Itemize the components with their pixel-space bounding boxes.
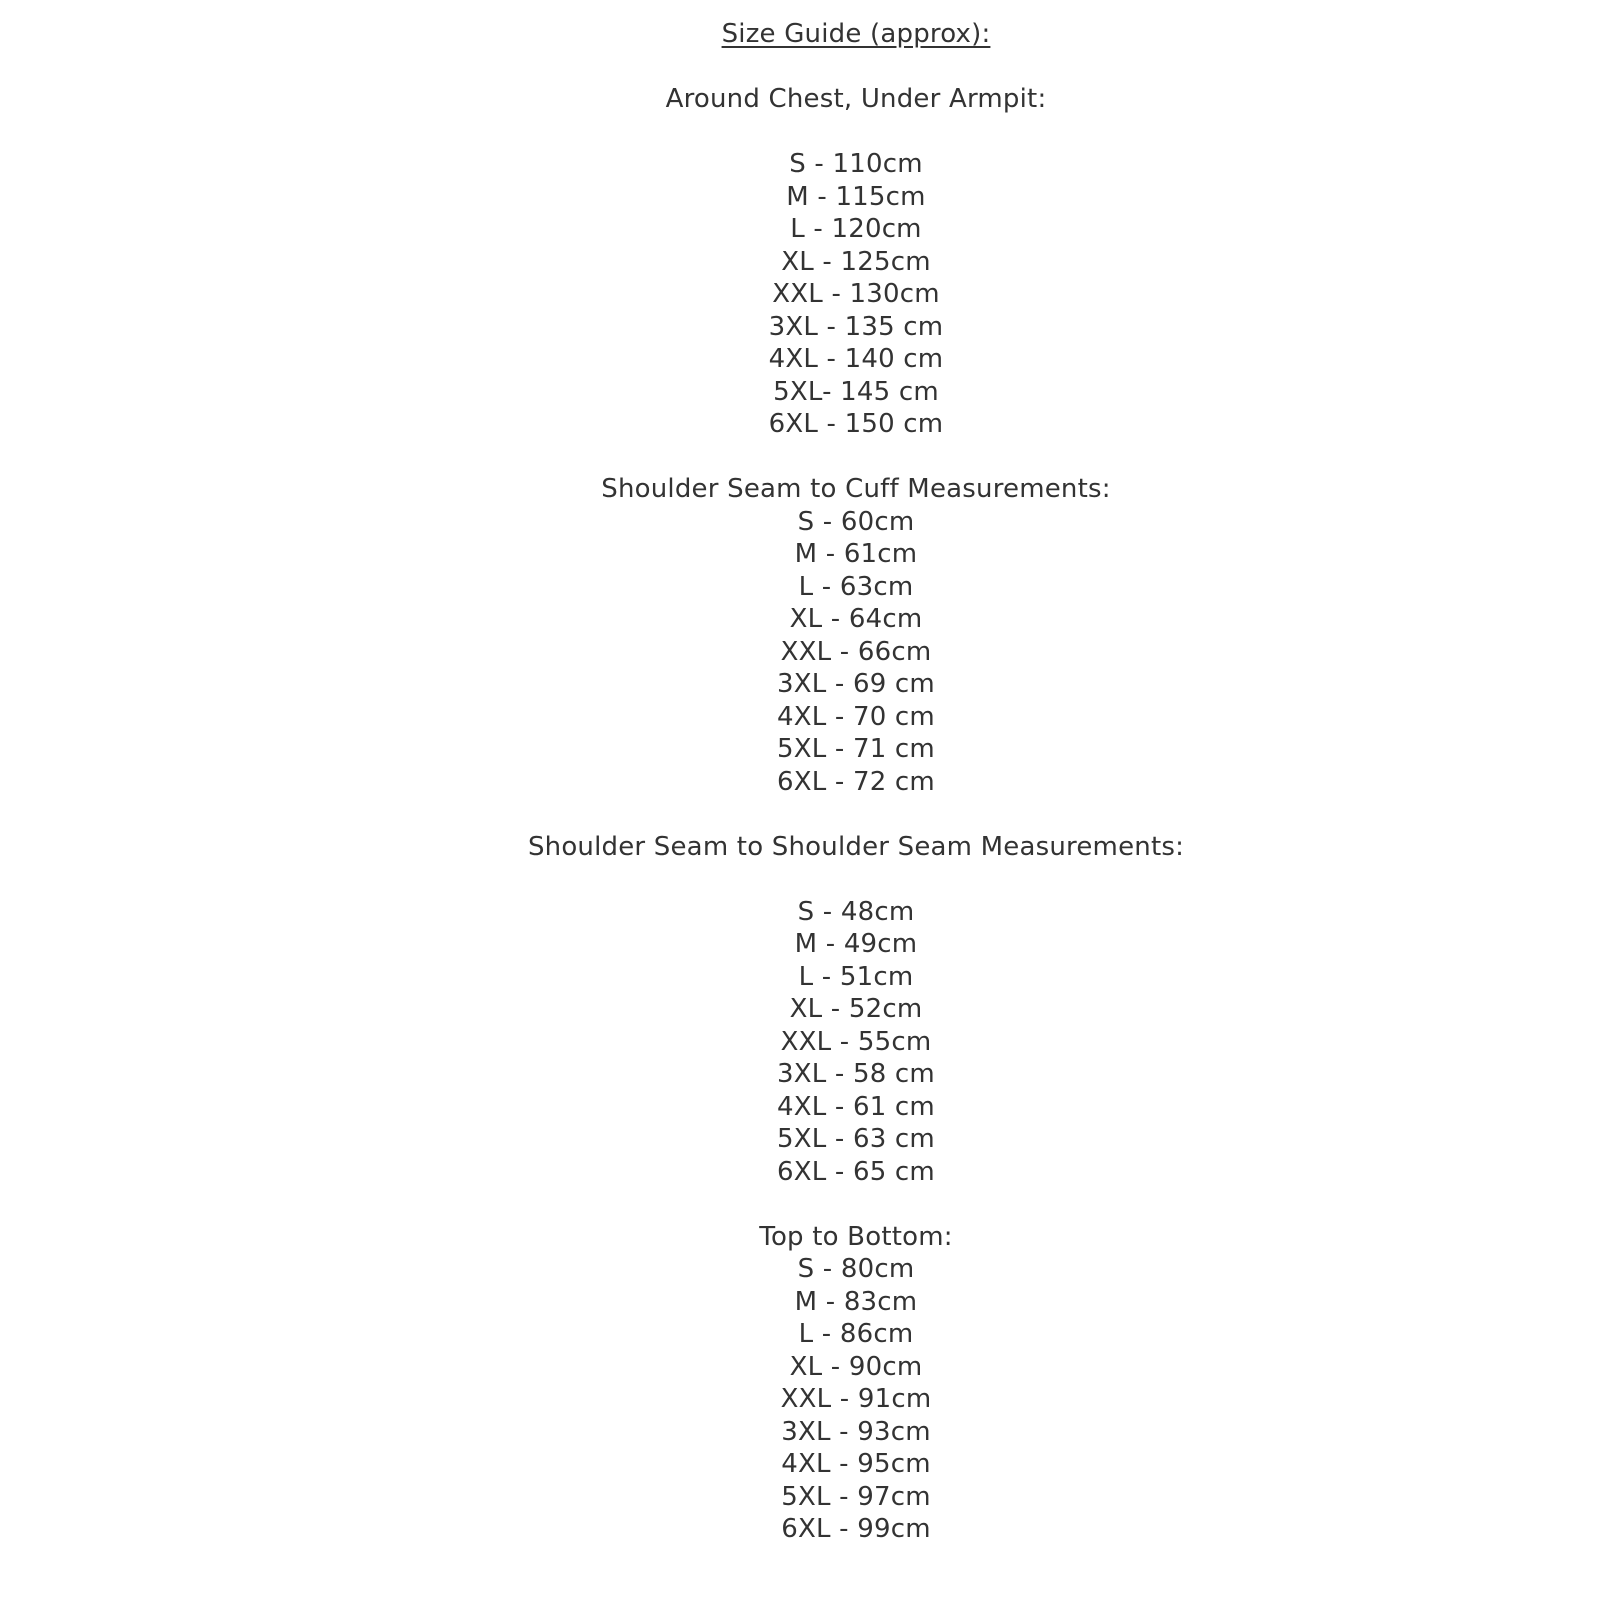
size-row: 4XL - 70 cm xyxy=(777,701,935,732)
size-row: M - 61cm xyxy=(794,539,918,569)
size-row: 3XL - 135 cm xyxy=(768,311,944,342)
section-heading: Shoulder Seam to Shoulder Seam Measurements: xyxy=(527,831,1185,862)
size-row: 3XL - 93cm xyxy=(781,1416,931,1447)
size-row: XL - 125cm xyxy=(781,246,931,277)
section-heading: Shoulder Seam to Cuff Measurements: xyxy=(601,474,1111,504)
section-heading: Top to Bottom: xyxy=(759,1221,953,1252)
size-row: S - 48cm xyxy=(797,896,915,927)
blank-line xyxy=(112,1188,1600,1221)
size-row: 6XL - 65 cm xyxy=(777,1156,935,1187)
size-row: S - 60cm xyxy=(797,506,915,537)
size-row: XXL - 55cm xyxy=(780,1026,932,1057)
size-row: 3XL - 69 cm xyxy=(777,669,935,699)
section-heading: Around Chest, Under Armpit: xyxy=(665,84,1047,114)
blank-line xyxy=(112,116,1600,149)
blank-line xyxy=(112,798,1600,831)
size-row: XL - 52cm xyxy=(789,994,923,1024)
size-row: 3XL - 58 cm xyxy=(777,1059,935,1089)
size-row: M - 49cm xyxy=(794,929,918,959)
size-row: 4XL - 95cm xyxy=(781,1449,931,1479)
size-row: M - 115cm xyxy=(786,181,926,212)
size-row: L - 120cm xyxy=(790,214,922,244)
size-guide-document xyxy=(112,0,1600,1546)
sections-container xyxy=(112,83,1600,1546)
size-row: XL - 90cm xyxy=(789,1351,923,1382)
size-row: 6XL - 150 cm xyxy=(768,409,944,439)
size-row: XXL - 130cm xyxy=(772,279,940,309)
blank-line xyxy=(112,441,1600,474)
size-row: 5XL- 145 cm xyxy=(773,376,939,407)
blank-line xyxy=(112,863,1600,896)
size-row: 4XL - 140 cm xyxy=(768,344,944,374)
size-row: 5XL - 63 cm xyxy=(777,1124,935,1154)
size-row: XL - 64cm xyxy=(789,604,923,634)
size-row: XXL - 66cm xyxy=(780,636,932,667)
size-row: S - 80cm xyxy=(797,1254,915,1284)
size-row: L - 51cm xyxy=(798,961,914,992)
size-row: S - 110cm xyxy=(789,149,923,179)
size-row: L - 86cm xyxy=(798,1319,914,1349)
size-row: L - 63cm xyxy=(798,571,914,602)
size-row: 6XL - 99cm xyxy=(781,1514,931,1544)
size-row: 5XL - 97cm xyxy=(781,1481,931,1512)
size-row: 6XL - 72 cm xyxy=(777,766,935,797)
page-title: Size Guide (approx): xyxy=(721,19,991,49)
size-row: M - 83cm xyxy=(794,1286,918,1317)
size-row: XXL - 91cm xyxy=(780,1384,932,1414)
blank-line xyxy=(112,51,1600,84)
size-row: 5XL - 71 cm xyxy=(777,734,935,764)
size-row: 4XL - 61 cm xyxy=(777,1091,935,1122)
